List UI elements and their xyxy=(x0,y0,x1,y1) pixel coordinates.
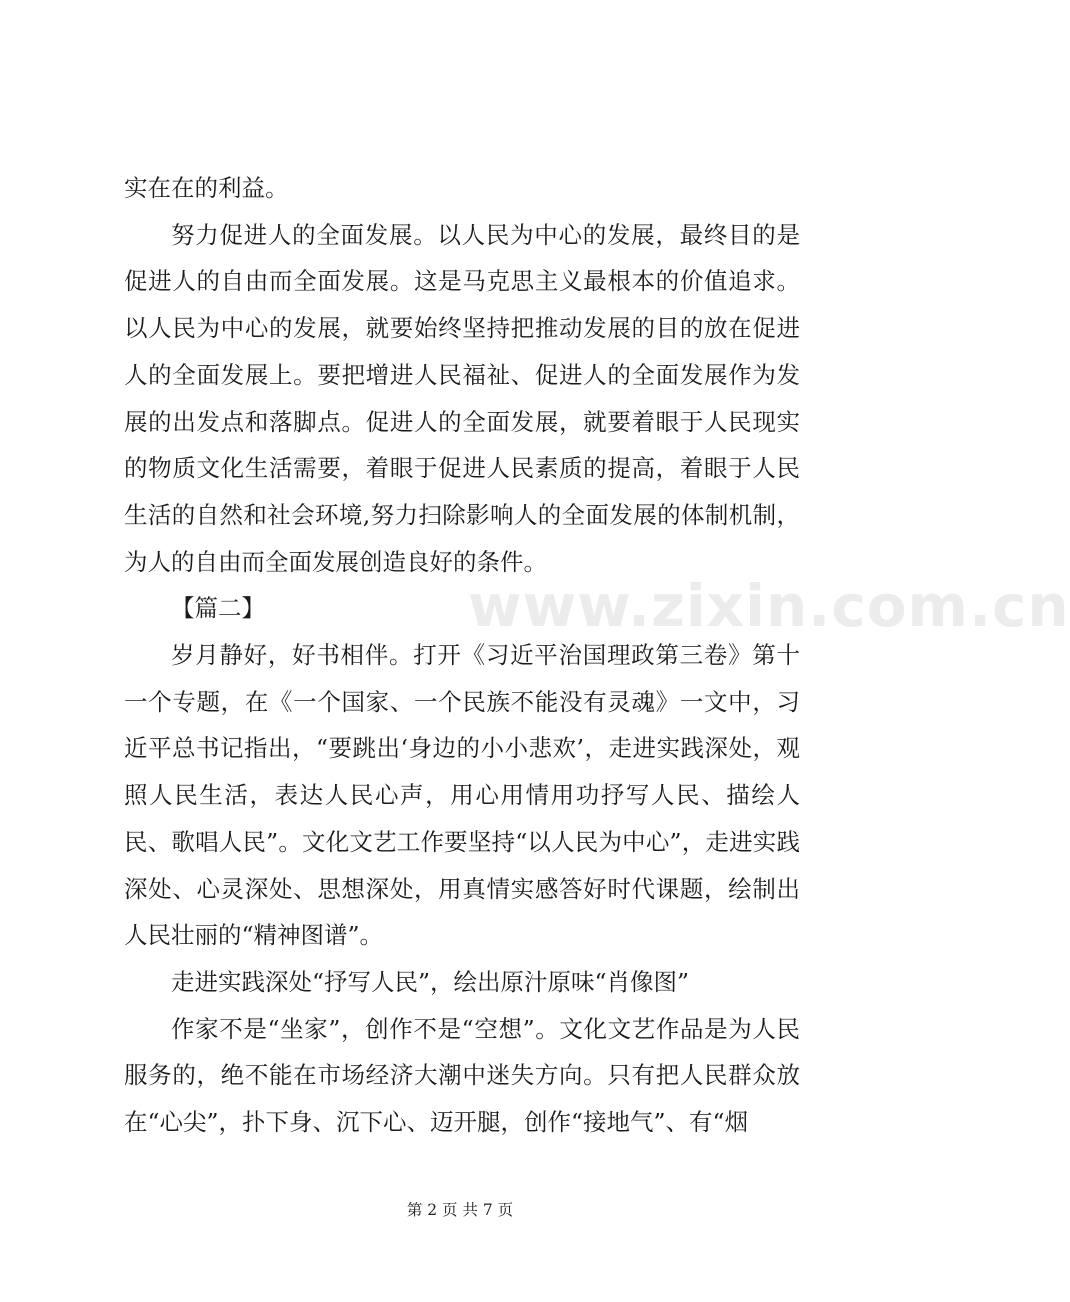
page-footer: 第 2 页 共 7 页 xyxy=(406,1201,514,1219)
paragraph-2: 努力促进人的全面发展。以人民为中心的发展，最终目的是促进人的自由而全面发展。这是马克思主义最根本的价值追求。以人民为中心的发展，就要始终坚持把推动发展的目的放在促进人的全面发展上。要把增进人民福祉、促进人的全面发展作为发展的出发点和落脚点。促进人的全面发展，就要着眼于人民现实的物质文化生活需要，着眼于促进人民素质的提高，着眼于人民生活的自然和社会环境,努力扫除影响人的全面发展的体制机制，为人的自由而全面发展创造良好的条件。 xyxy=(124,220,800,576)
watermark: www.zixin.com.cn xyxy=(468,572,1070,640)
paragraph-4: 岁月静好，好书相伴。打开《习近平治国理政第三卷》第十一个专题，在《一个国家、一个民族不能没有灵魂》一文中，习近平总书记指出，“要跳出‘身边的小小悲欢’，走进实践深处，观照人民生活，表达人民心声，用心用情用功抒写人民、描绘人民、歌唱人民”。文化文艺工作要坚持“以人民为中心”，走进实践深处、心灵深处、思想深处，用真情实感答好时代课题，绘制出人民壮丽的“精神图谱”。 xyxy=(124,641,800,950)
body-text xyxy=(124,165,800,1146)
subheading: 走进实践深处“抒写人民”，绘出原汁原味“肖像图” xyxy=(171,967,690,996)
paragraph-6: 作家不是“坐家”，创作不是“空想”。文化文艺作品是为人民服务的，绝不能在市场经济大潮中迷失方向。只有把人民群众放在“心尖”，扑下身、沉下心、迈开腿，创作“接地气”、有“烟 xyxy=(124,1014,800,1137)
paragraph-1: 实在在的利益。 xyxy=(124,174,289,202)
section-heading: 【篇二】 xyxy=(171,594,265,623)
